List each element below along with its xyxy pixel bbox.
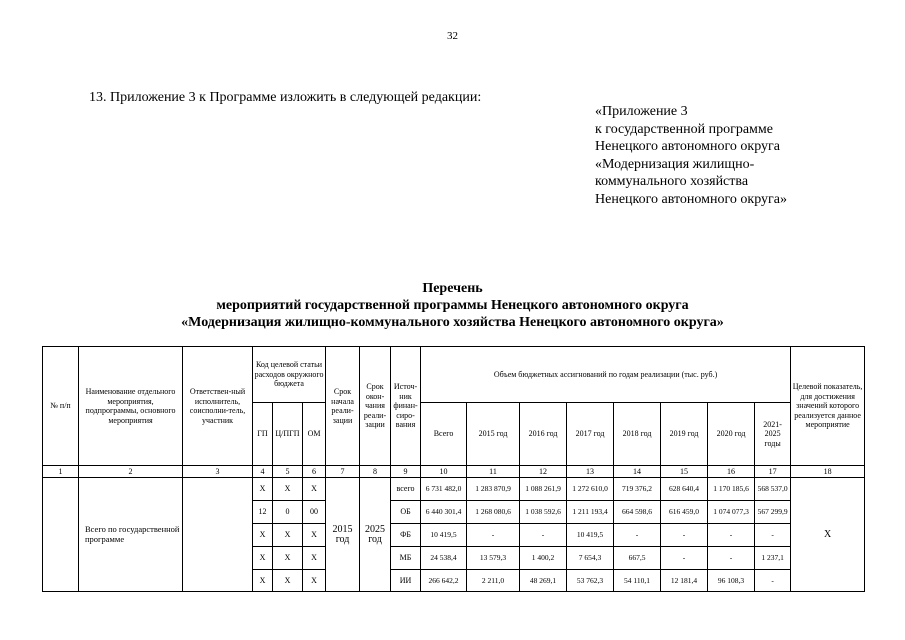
cell-2019: 12 181,4 — [661, 570, 708, 592]
column-number: 8 — [360, 466, 391, 478]
column-number: 5 — [273, 466, 303, 478]
column-number: 9 — [391, 466, 421, 478]
cell-2017: 1 211 193,4 — [567, 501, 614, 524]
header-volume: Объем бюджетных ассигнований по годам реализации (тыс. руб.) — [421, 347, 791, 403]
appendix-line: к государственной программе — [595, 121, 773, 137]
cell-om: 00 — [303, 501, 326, 524]
cell-2021-2025: - — [755, 570, 791, 592]
row-responsible — [183, 478, 253, 592]
header-total: Всего — [421, 403, 467, 466]
cell-2019: 628 640,4 — [661, 478, 708, 501]
header-2020: 2020 год — [708, 403, 755, 466]
cell-2016: 1 088 261,9 — [520, 478, 567, 501]
cell-gp: Х — [253, 524, 273, 547]
column-number: 17 — [755, 466, 791, 478]
column-number: 6 — [303, 466, 326, 478]
cell-2021-2025: 1 237,1 — [755, 547, 791, 570]
cell-2015: 13 579,3 — [467, 547, 520, 570]
cell-2018: 719 376,2 — [614, 478, 661, 501]
column-number: 13 — [567, 466, 614, 478]
cell-2016: - — [520, 524, 567, 547]
column-number: 2 — [79, 466, 183, 478]
header-name: Наименование отдельного мероприятия, подпрограммы, основного мероприятия — [79, 347, 183, 466]
cell-2016: 48 269,1 — [520, 570, 567, 592]
column-number: 7 — [326, 466, 360, 478]
cell-total: 10 419,5 — [421, 524, 467, 547]
cell-source: ФБ — [391, 524, 421, 547]
cell-2017: 1 272 610,0 — [567, 478, 614, 501]
cell-2020: - — [708, 547, 755, 570]
cell-2017: 53 762,3 — [567, 570, 614, 592]
row-start: 2015 год — [326, 478, 360, 592]
appendix-line: коммунального хозяйства — [595, 174, 749, 189]
header-num: № п/п — [43, 347, 79, 466]
cell-cpgp: 0 — [273, 501, 303, 524]
cell-2015: 1 268 080,6 — [467, 501, 520, 524]
appendix-reference — [595, 103, 787, 208]
column-number: 10 — [421, 466, 467, 478]
appendix-line: «Модернизация жилищно- — [595, 156, 755, 172]
column-number: 11 — [467, 466, 520, 478]
cell-gp: Х — [253, 547, 273, 570]
column-number: 14 — [614, 466, 661, 478]
cell-2015: - — [467, 524, 520, 547]
header-start: Срок начала реали-зации — [326, 347, 360, 466]
header-2017: 2017 год — [567, 403, 614, 466]
intro-text: 13. Приложение 3 к Программе изложить в следующей редакции: — [89, 90, 482, 105]
cell-2020: - — [708, 524, 755, 547]
cell-cpgp: Х — [273, 570, 303, 592]
cell-2017: 10 419,5 — [567, 524, 614, 547]
cell-source: ОБ — [391, 501, 421, 524]
cell-cpgp: Х — [273, 478, 303, 501]
cell-om: Х — [303, 547, 326, 570]
cell-total: 6 731 482,0 — [421, 478, 467, 501]
header-2019: 2019 год — [661, 403, 708, 466]
cell-source: всего — [391, 478, 421, 501]
cell-om: Х — [303, 570, 326, 592]
header-responsible: Ответствен-ный исполнитель, соисполни-тель, участник — [183, 347, 253, 466]
appendix-line: Ненецкого автономного округа» — [595, 191, 787, 207]
cell-2021-2025: - — [755, 524, 791, 547]
title-line: «Модернизация жилищно-коммунального хозяйства Ненецкого автономного округа» — [181, 315, 724, 330]
column-number: 16 — [708, 466, 755, 478]
table-row — [43, 478, 865, 501]
header-gp: ГП — [253, 403, 273, 466]
cell-2018: - — [614, 524, 661, 547]
cell-2018: 664 598,6 — [614, 501, 661, 524]
column-number: 12 — [520, 466, 567, 478]
header-end: Срок окон-чания реали-зации — [360, 347, 391, 466]
program-measures-table — [42, 346, 865, 592]
column-number: 4 — [253, 466, 273, 478]
cell-total: 6 440 301,4 — [421, 501, 467, 524]
cell-2020: 1 170 185,6 — [708, 478, 755, 501]
title-line: Перечень — [422, 281, 483, 296]
column-number: 3 — [183, 466, 253, 478]
cell-gp: 12 — [253, 501, 273, 524]
cell-gp: Х — [253, 570, 273, 592]
cell-2019: 616 459,0 — [661, 501, 708, 524]
cell-gp: Х — [253, 478, 273, 501]
cell-2019: - — [661, 524, 708, 547]
column-number: 1 — [43, 466, 79, 478]
cell-om: Х — [303, 524, 326, 547]
cell-2015: 1 283 870,9 — [467, 478, 520, 501]
cell-source: МБ — [391, 547, 421, 570]
cell-2018: 667,5 — [614, 547, 661, 570]
cell-2020: 1 074 077,3 — [708, 501, 755, 524]
cell-2016: 1 400,2 — [520, 547, 567, 570]
row-name: Всего по государственной программе — [79, 478, 183, 592]
row-end: 2025 год — [360, 478, 391, 592]
header-target: Целевой показатель, для достижения значений которого реализуется данное мероприятие — [791, 347, 865, 466]
column-number: 18 — [791, 466, 865, 478]
column-number: 15 — [661, 466, 708, 478]
cell-total: 24 538,4 — [421, 547, 467, 570]
cell-2015: 2 211,0 — [467, 570, 520, 592]
cell-total: 266 642,2 — [421, 570, 467, 592]
cell-2020: 96 108,3 — [708, 570, 755, 592]
cell-source: ИИ — [391, 570, 421, 592]
header-2018: 2018 год — [614, 403, 661, 466]
page-number: 32 — [447, 30, 458, 42]
appendix-line: «Приложение 3 — [595, 104, 688, 119]
cell-2018: 54 110,1 — [614, 570, 661, 592]
cell-cpgp: Х — [273, 524, 303, 547]
header-om: ОМ — [303, 403, 326, 466]
cell-2019: - — [661, 547, 708, 570]
row-number — [43, 478, 79, 592]
cell-2021-2025: 568 537,0 — [755, 478, 791, 501]
cell-2017: 7 654,3 — [567, 547, 614, 570]
cell-om: Х — [303, 478, 326, 501]
cell-2016: 1 038 592,6 — [520, 501, 567, 524]
header-cpgp: Ц/ПГП — [273, 403, 303, 466]
document-title — [0, 280, 905, 331]
row-target: Х — [791, 478, 865, 592]
cell-2021-2025: 567 299,9 — [755, 501, 791, 524]
header-2021-2025: 2021-2025 годы — [755, 403, 791, 466]
header-2015: 2015 год — [467, 403, 520, 466]
appendix-line: Ненецкого автономного округа — [595, 139, 780, 154]
header-source: Источ-ник финан-сиро-вания — [391, 347, 421, 466]
header-budget-code: Код целевой статьи расходов окружного бюджета — [253, 347, 326, 403]
title-line: мероприятий государственной программы Ненецкого автономного округа — [216, 298, 689, 313]
cell-cpgp: Х — [273, 547, 303, 570]
column-numbers-row — [43, 466, 865, 478]
header-2016: 2016 год — [520, 403, 567, 466]
